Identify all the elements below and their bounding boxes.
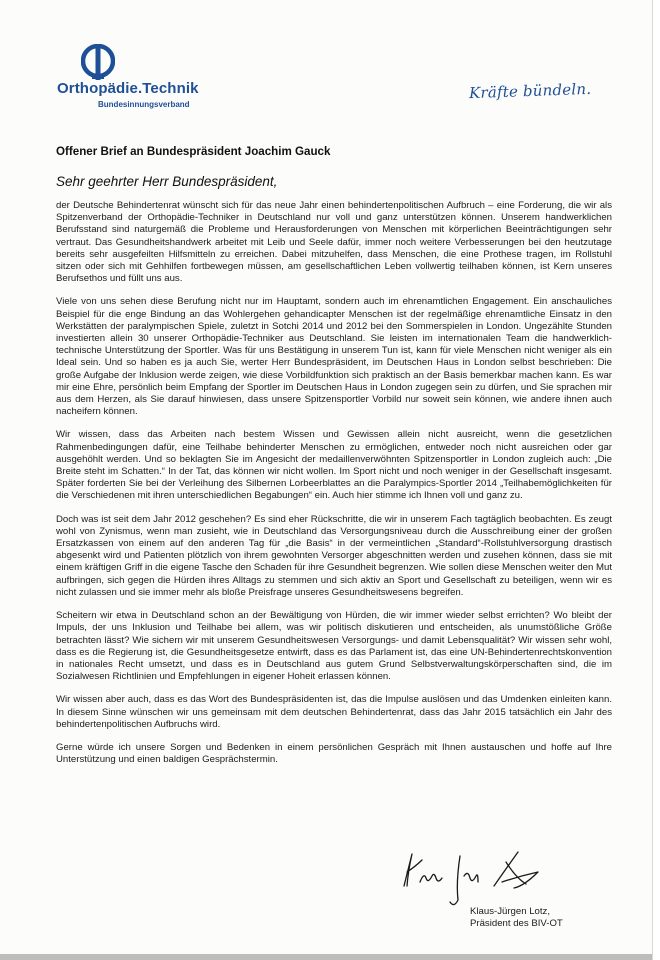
letter-body <box>56 200 612 777</box>
paragraph-5: Scheitern wir etwa in Deutschland schon an der Bewältigung von Hürden, die wir immer wieder selbst errichten? Wo bleibt der Impuls, der uns Inklusion und Teilhabe bei allem, was wir politisch diskutieren und entscheiden, als unumstößliche Größe betrachten lässt? Wie sichern wir mit unserem Gesundheitswesen Versorgungs- und damit Lebensqualität? Wir wissen sehr wohl, dass es die Regierung ist, die Gesundheitsgesetze entwirft, dass es das Parlament ist, das eine UN-Behindertenrechtskonvention in nationales Recht umsetzt, und dass es in Deutschland aus gutem Grund Selbstverwaltungskörperschaften sind, die im Sozialwesen Richtlinien und Empfehlungen in eigener Hoheit erlassen können. <box>56 610 612 683</box>
letter-title: Offener Brief an Bundespräsident Joachim Gauck <box>56 145 331 158</box>
handwritten-signature <box>398 842 548 912</box>
salutation: Sehr geehrter Herr Bundespräsident, <box>56 174 278 189</box>
scan-edge <box>0 954 652 960</box>
biv-ot-logo-icon <box>81 44 115 80</box>
paragraph-1: der Deutsche Behindertenrat wünscht sich für das neue Jahr einen behindertenpolitischen Aufbruch – eine Forderung, die wir als Spitzenverband der Orthopädie-Techniker in Deutschland nur voll und ganz unterstützen können. Unserem handwerklichen Berufsstand sind naturgemäß die Probleme und Herausforderungen von Menschen mit körperlichen Beeinträchtigungen sehr vertraut. Das Gesundheitshandwerk arbeitet mit Leib und Seele dafür, immer noch weitere Verbesserungen bei den heutzutage bereits sehr ausgefeilten Hilfsmitteln zu erreichen. Dabei mitzuhelfen, dass Menschen, die eine Prothese tragen, im Rollstuhl sitzen oder sich mit Gehhilfen fortbewegen müssen, am gesellschaftlichen Leben vollwertig teilhaben können, ist Kern unseres Berufsethos und füllt uns aus. <box>56 200 612 285</box>
paragraph-4: Doch was ist seit dem Jahr 2012 geschehen? Es sind eher Rückschritte, die wir in unserem Fach tagtäglich beobachten. Es zeugt wohl von Zynismus, wenn man zusieht, wie in Deutschland das Versorgungsniveau durch die Ausschreibung einer der großen Ersatzkassen von einem auf den anderen Tag für „die Basis“ in der vermeintlichen „Standard“-Rollstuhlversorgung drastisch abgesenkt wird und Patienten plötzlich von ihrem gewohnten Versorger abgeschnitten werden und zusehen können, dass sie mit einem kräftigen Griff in die eigene Tasche den Schaden für ihre Gesundheit begrenzen. Wie sollen diese Menschen weiter den Mut aufbringen, sich gegen die Hürden ihres Alltags zu stemmen und sich aktiv an Sport und Gesellschaft zu beteiligen, wenn wir es nicht zulassen und sie immer mehr als bloße Preisfrage unseres Gesundheitswesens begreifen. <box>56 513 612 598</box>
signer-title: Präsident des BIV-OT <box>470 918 563 929</box>
paragraph-7: Gerne würde ich unsere Sorgen und Bedenken in einem persönlichen Gespräch mit Ihnen austauschen und hoffe auf Ihre Unterstützung und einen baldigen Gesprächstermin. <box>56 741 612 766</box>
paragraph-3: Wir wissen, dass das Arbeiten nach bestem Wissen und Gewissen allein nicht ausreicht, wenn die gesetzlichen Rahmenbedingungen dafür, eine Teilhabe behinderter Menschen zu ermöglichen, entweder noch nicht ausreichen oder gar ausgehöhlt werden. Und so beklagten Sie im Angesicht der medaillenverwöhnten Spitzensportler in London zugleich auch: „Die Breite steht im Schatten.“ In der Tat, das können wir nicht wollen. Im Sport nicht und noch weniger in der Gesellschaft insgesamt. Später forderten Sie bei der Verleihung des Silbernen Lorbeerblattes an die Paralympics-Sportler 2014 „Teilhabemöglichkeiten für die Verschiedenen mit ihren unterschiedlichen Begabungen“ ein. Auch hier stimme ich Ihnen voll und ganz zu. <box>56 429 612 502</box>
signer-name: Klaus-Jürgen Lotz, <box>470 906 550 917</box>
logo-title: Orthopädie.Technik <box>57 80 199 97</box>
logo-subtitle: Bundesinnungsverband <box>98 100 190 109</box>
slogan: Kräfte bündeln. <box>468 79 592 103</box>
paragraph-6: Wir wissen aber auch, dass es das Wort des Bundespräsidenten ist, das die Impulse auslösen und das Umdenken einleiten kann. In diesem Sinne wünschen wir uns gemeinsam mit dem deutschen Behindertenrat, dass das Jahr 2015 tatsächlich ein Jahr des behindertenpolitischen Aufbruchs wird. <box>56 694 612 730</box>
paragraph-2: Viele von uns sehen diese Berufung nicht nur im Hauptamt, sondern auch im ehrenamtlichen Engagement. Ein anschauliches Beispiel für die enge Bindung an das Wohlergehen gehandicapter Menschen ist der regelmäßige ehrenamtliche Einsatz in den Werkstätten der paralympischen Spiele, zuletzt in Sotchi 2014 und 2012 bei den Sommerspielen in London. Ungezählte Stunden investierten allein 30 unserer Orthopädie-Techniker aus Deutschland. Sie leisten im internationalen Team die handwerklich-technische Unterstützung der Sportler. Was für uns Bestätigung in unserem Tun ist, kann für viele Menschen nicht weniger als ein Ideal sein. Und so haben es ja auch Sie, werter Herr Bundespräsident, im Deutschen Haus in London selbst beschrieben: Die große Aufgabe der Inklusion werde zeigen, wie diese Vorbildfunktion sich praktisch an der Basis bemerkbar machen kann. Es war mir eine Ehre, persönlich beim Empfang der Sportler im Deutschen Haus in London zugegen sein zu dürfen, und Sie sprachen mir aus dem Herzen, als Sie darauf hinwiesen, dass unsere Spitzensportler Vorbild nur soweit sein können, wie andere ihnen auch nacheifern können. <box>56 296 612 418</box>
biv-ot-logo <box>57 44 237 114</box>
